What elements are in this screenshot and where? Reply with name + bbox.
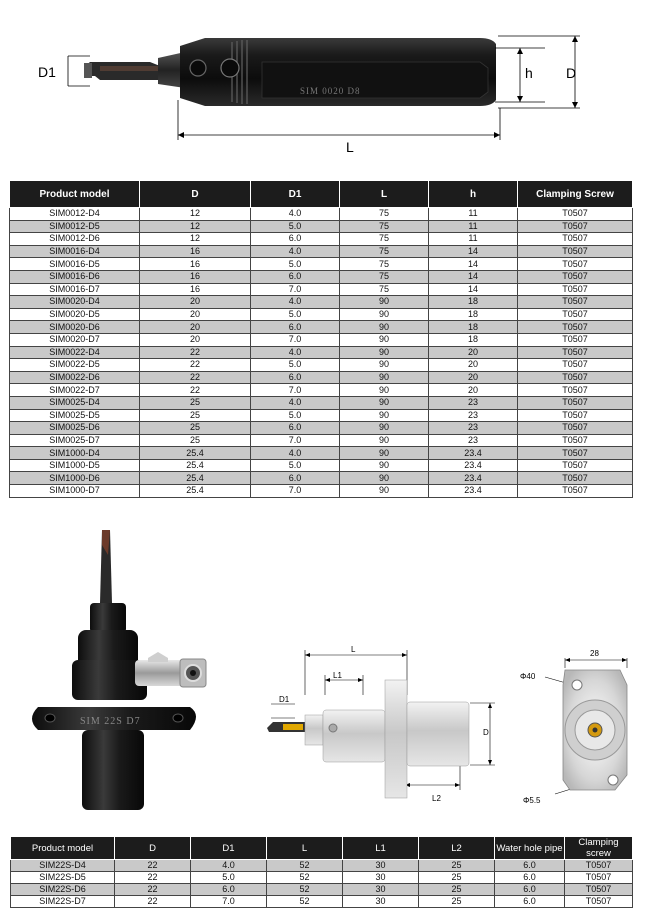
dim-label-d: D [566,65,577,81]
table-cell: 25.4 [140,485,251,498]
spec-table-header [10,181,633,208]
table-cell: 90 [340,333,429,346]
column-header: D1 [191,837,267,860]
table-cell: 25 [419,896,495,908]
table-cell: 14 [429,283,518,296]
table-row [10,321,633,334]
table-row [11,872,633,884]
table-cell: SIM0016-D6 [10,270,140,283]
table-cell: T0507 [518,308,633,321]
table-cell: 30 [343,884,419,896]
table-cell: 4.0 [251,396,340,409]
table-cell: 75 [340,270,429,283]
table-cell: 90 [340,485,429,498]
table-cell: T0507 [518,485,633,498]
table-cell: 20 [140,296,251,309]
table-row [10,283,633,296]
table-cell: 6.0 [495,896,565,908]
table-cell: SIM1000-D6 [10,472,140,485]
column-header: D [140,181,251,208]
table-cell: 22 [115,884,191,896]
table-cell: SIM0025-D4 [10,396,140,409]
table-cell: SIM22S-D7 [11,896,115,908]
side-dim-l2: L2 [432,794,441,803]
table-cell: SIM0020-D4 [10,296,140,309]
table-cell: 5.0 [251,220,340,233]
table-cell: 4.0 [191,860,267,872]
table-cell: SIM0016-D4 [10,245,140,258]
table-cell: 12 [140,208,251,221]
table-cell: T0507 [518,296,633,309]
spec-table-header [11,837,633,860]
table-row [10,233,633,246]
table-cell: T0507 [565,860,633,872]
table-cell: 14 [429,258,518,271]
table-cell: SIM0022-D7 [10,384,140,397]
table-cell: 16 [140,283,251,296]
table-cell: SIM0022-D6 [10,371,140,384]
table-cell: T0507 [518,270,633,283]
table-cell: 14 [429,245,518,258]
table-cell: 6.0 [495,884,565,896]
table-cell: 14 [429,270,518,283]
table-cell: 52 [267,884,343,896]
table-cell: 25 [140,396,251,409]
clamping-screw-icon [221,59,239,77]
table-cell: 23 [429,422,518,435]
table-cell: SIM0012-D5 [10,220,140,233]
column-header: L1 [343,837,419,860]
table-cell: T0507 [518,208,633,221]
table-cell: SIM1000-D4 [10,447,140,460]
table-cell: 90 [340,434,429,447]
table-cell: 23.4 [429,485,518,498]
column-header: L2 [419,837,495,860]
photo-engraving: SIM 22S D7 [80,716,141,727]
table-cell: SIM1000-D7 [10,485,140,498]
table-cell: T0507 [518,447,633,460]
front-dim-phi40: Φ40 [520,672,536,681]
table-cell: SIM0016-D5 [10,258,140,271]
table-cell: 23.4 [429,472,518,485]
table-cell: 90 [340,359,429,372]
table-cell: T0507 [518,359,633,372]
column-header: Clamping screw [565,837,633,860]
table-cell: 20 [429,384,518,397]
table-cell: 22 [140,346,251,359]
table-cell: 4.0 [251,208,340,221]
table-cell: 20 [140,321,251,334]
table-row [11,860,633,872]
table-cell: 75 [340,245,429,258]
table-cell: T0507 [518,321,633,334]
table-cell: T0507 [518,384,633,397]
table-cell: SIM0025-D5 [10,409,140,422]
table-row [10,333,633,346]
column-header: h [429,181,518,208]
table-cell: 7.0 [251,485,340,498]
table-cell: 90 [340,321,429,334]
table-cell: T0507 [565,872,633,884]
table-cell: SIM0016-D7 [10,283,140,296]
dim-label-l: L [346,139,354,155]
table-cell: 22 [140,384,251,397]
table-cell: 22 [115,860,191,872]
table-cell: SIM0025-D6 [10,422,140,435]
side-dim-d: D [483,728,489,737]
table-cell: 75 [340,283,429,296]
front-dim-phi55: Φ5.5 [523,796,541,805]
table-cell: 90 [340,447,429,460]
spec-table-sim [9,180,633,498]
table-cell: 5.0 [191,872,267,884]
table-cell: 16 [140,245,251,258]
table-row [10,422,633,435]
table-cell: 5.0 [251,258,340,271]
table-cell: SIM0012-D4 [10,208,140,221]
table-cell: 6.0 [251,472,340,485]
table-cell: 23.4 [429,459,518,472]
table-cell: 4.0 [251,245,340,258]
table-cell: 5.0 [251,409,340,422]
table-cell: 20 [140,333,251,346]
table-cell: T0507 [518,422,633,435]
front-dim-width: 28 [590,649,599,658]
table-cell: SIM1000-D5 [10,459,140,472]
column-header: L [340,181,429,208]
column-header: Product model [11,837,115,860]
table-cell: 90 [340,346,429,359]
table-cell: 52 [267,860,343,872]
table-cell: 4.0 [251,447,340,460]
table-cell: 20 [140,308,251,321]
table-cell: T0507 [518,459,633,472]
table-cell: T0507 [518,220,633,233]
table-row [11,896,633,908]
table-cell: T0507 [518,371,633,384]
table-cell: 75 [340,258,429,271]
table-cell: 5.0 [251,459,340,472]
table-cell: 90 [340,308,429,321]
table-cell: 11 [429,233,518,246]
table-row [10,308,633,321]
table-cell: SIM0020-D7 [10,333,140,346]
sim22s-side-drawing [255,640,505,810]
table-cell: T0507 [518,258,633,271]
table-row [10,396,633,409]
table-cell: T0507 [518,333,633,346]
table-cell: SIM22S-D4 [11,860,115,872]
table-cell: 11 [429,220,518,233]
table-cell: 90 [340,384,429,397]
table-cell: 90 [340,396,429,409]
table-cell: 25 [419,872,495,884]
table-cell: 7.0 [251,384,340,397]
table-cell: 18 [429,296,518,309]
table-cell: 30 [343,896,419,908]
table-cell: T0507 [518,409,633,422]
table-row [10,459,633,472]
column-header: Clamping Screw [518,181,633,208]
table-cell: 90 [340,296,429,309]
table-cell: T0507 [518,346,633,359]
table-row [11,884,633,896]
boring-bar-drawing [0,0,650,170]
table-cell: 30 [343,872,419,884]
table-row [10,258,633,271]
table-cell: 25 [140,422,251,435]
table-cell: T0507 [518,472,633,485]
table-cell: 20 [429,371,518,384]
dim-label-d1: D1 [38,64,56,80]
table-cell: 23 [429,396,518,409]
sim22s-product-photo [30,525,230,815]
table-cell: T0507 [518,396,633,409]
table-row [10,359,633,372]
table-cell: 11 [429,208,518,221]
table-row [10,346,633,359]
table-cell: 7.0 [251,434,340,447]
table-cell: 90 [340,472,429,485]
table-cell: 25.4 [140,472,251,485]
table-cell: 6.0 [251,321,340,334]
table-cell: T0507 [565,896,633,908]
table-cell: SIM22S-D6 [11,884,115,896]
table-row [10,447,633,460]
table-row [10,384,633,397]
table-cell: 75 [340,220,429,233]
water-pipe-fitting-icon [135,652,206,687]
sim22s-front-drawing [515,640,635,810]
table-cell: 25.4 [140,459,251,472]
table-cell: SIM0022-D4 [10,346,140,359]
side-dim-l: L [351,645,356,654]
table-cell: 20 [429,346,518,359]
table-cell: 6.0 [251,270,340,283]
table-row [10,485,633,498]
side-dim-l1: L1 [333,671,342,680]
table-cell: T0507 [565,884,633,896]
column-header: Water hole pipe [495,837,565,860]
table-row [10,220,633,233]
table-cell: T0507 [518,434,633,447]
table-cell: 30 [343,860,419,872]
table-cell: 90 [340,371,429,384]
dim-label-h: h [525,65,533,81]
table-cell: 18 [429,333,518,346]
table-cell: T0507 [518,233,633,246]
table-cell: 52 [267,872,343,884]
carbide-insert [84,62,160,80]
table-cell: 16 [140,270,251,283]
spec-table-sim22s [10,836,633,908]
table-cell: 5.0 [251,308,340,321]
table-cell: 6.0 [251,233,340,246]
table-cell: 25 [140,409,251,422]
table-cell: 25.4 [140,447,251,460]
table-row [10,270,633,283]
table-row [10,472,633,485]
table-cell: 16 [140,258,251,271]
table-cell: 23 [429,434,518,447]
column-header: D [115,837,191,860]
table-cell: 90 [340,422,429,435]
table-row [10,245,633,258]
table-cell: 90 [340,409,429,422]
side-dim-d1: D1 [279,695,290,704]
table-cell: 6.0 [251,371,340,384]
table-cell: 4.0 [251,296,340,309]
table-cell: 23 [429,409,518,422]
table-cell: 25 [419,884,495,896]
table-cell: T0507 [518,245,633,258]
table-cell: SIM0025-D7 [10,434,140,447]
table-cell: 4.0 [251,346,340,359]
table-cell: 7.0 [251,283,340,296]
column-header: D1 [251,181,340,208]
table-row [10,208,633,221]
table-cell: 6.0 [495,872,565,884]
table-cell: T0507 [518,283,633,296]
table-cell: SIM0012-D6 [10,233,140,246]
column-header: L [267,837,343,860]
table-cell: 20 [429,359,518,372]
table-cell: 22 [115,896,191,908]
table-cell: 23.4 [429,447,518,460]
table-cell: 12 [140,233,251,246]
table-cell: 6.0 [495,860,565,872]
table-cell: 6.0 [191,884,267,896]
table-cell: 22 [140,371,251,384]
table-cell: SIM0020-D5 [10,308,140,321]
shank-engraving: SIM 0020 D8 [300,86,361,96]
table-cell: 25 [140,434,251,447]
table-cell: 75 [340,208,429,221]
coolant-hole-icon [190,60,206,76]
table-row [10,296,633,309]
table-cell: SIM0022-D5 [10,359,140,372]
table-cell: 25 [419,860,495,872]
column-header: Product model [10,181,140,208]
table-cell: SIM22S-D5 [11,872,115,884]
table-cell: SIM0020-D6 [10,321,140,334]
table-cell: 7.0 [191,896,267,908]
table-cell: 52 [267,896,343,908]
table-cell: 18 [429,308,518,321]
table-cell: 22 [140,359,251,372]
table-cell: 6.0 [251,422,340,435]
table-cell: 22 [115,872,191,884]
table-cell: 90 [340,459,429,472]
table-cell: 75 [340,233,429,246]
table-row [10,434,633,447]
table-cell: 12 [140,220,251,233]
table-cell: 7.0 [251,333,340,346]
table-row [10,371,633,384]
table-cell: 5.0 [251,359,340,372]
table-row [10,409,633,422]
table-cell: 18 [429,321,518,334]
